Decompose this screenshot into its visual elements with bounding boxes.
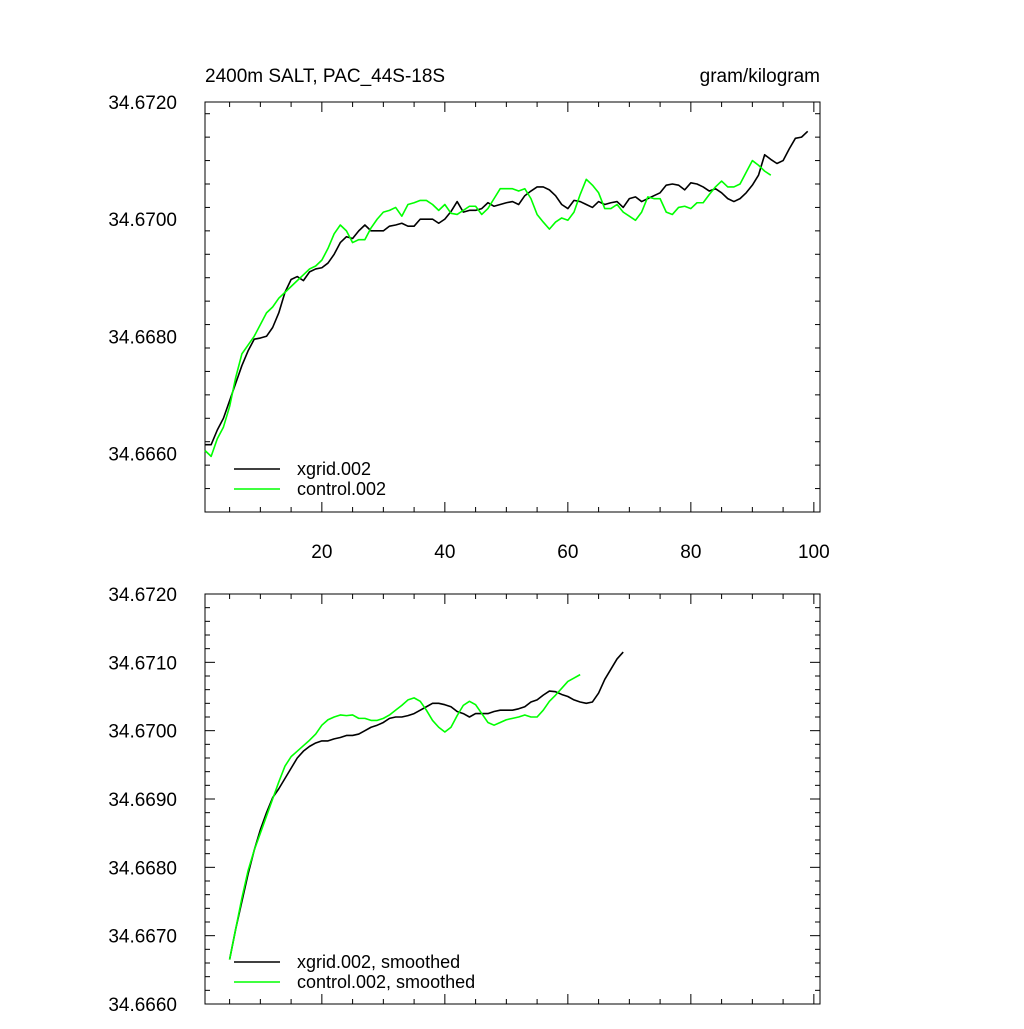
chart-title: 2400m SALT, PAC_44S-18S [205, 66, 446, 87]
plot-frame [205, 594, 820, 1004]
x-tick-label: 40 [434, 542, 456, 563]
y-tick-label: 34.6720 [108, 585, 177, 606]
series-line-xgrid [205, 131, 808, 444]
x-tick-label: 80 [680, 542, 702, 563]
y-tick-label: 34.6680 [108, 327, 177, 349]
y-tick-label: 34.6700 [108, 210, 177, 232]
plot-frame [205, 102, 820, 512]
y-tick-label: 34.6670 [108, 926, 177, 948]
y-tick-label: 34.6660 [108, 995, 177, 1016]
y-tick-label: 34.6680 [108, 858, 177, 880]
x-tick-label: 60 [557, 542, 579, 563]
chart-panel-2 [108, 585, 820, 1016]
y-tick-label: 34.6720 [108, 93, 177, 114]
y-tick-label: 34.6660 [108, 444, 177, 466]
chart-panel-1 [108, 66, 829, 563]
series-line-control [230, 675, 581, 960]
series-line-control [205, 161, 771, 457]
y-tick-label: 34.6690 [108, 790, 177, 811]
legend-label-control: control.002, smoothed [297, 972, 476, 992]
y-tick-label: 34.6700 [108, 721, 177, 743]
legend-label-xgrid: xgrid.002, smoothed [297, 952, 461, 972]
x-tick-label: 100 [797, 542, 830, 563]
y-tick-label: 34.6710 [108, 653, 177, 675]
x-tick-label: 20 [311, 542, 333, 563]
chart-units-label: gram/kilogram [699, 66, 820, 87]
legend-label-xgrid: xgrid.002 [297, 459, 372, 479]
series-line-xgrid [230, 652, 624, 960]
legend-label-control: control.002 [297, 479, 387, 499]
